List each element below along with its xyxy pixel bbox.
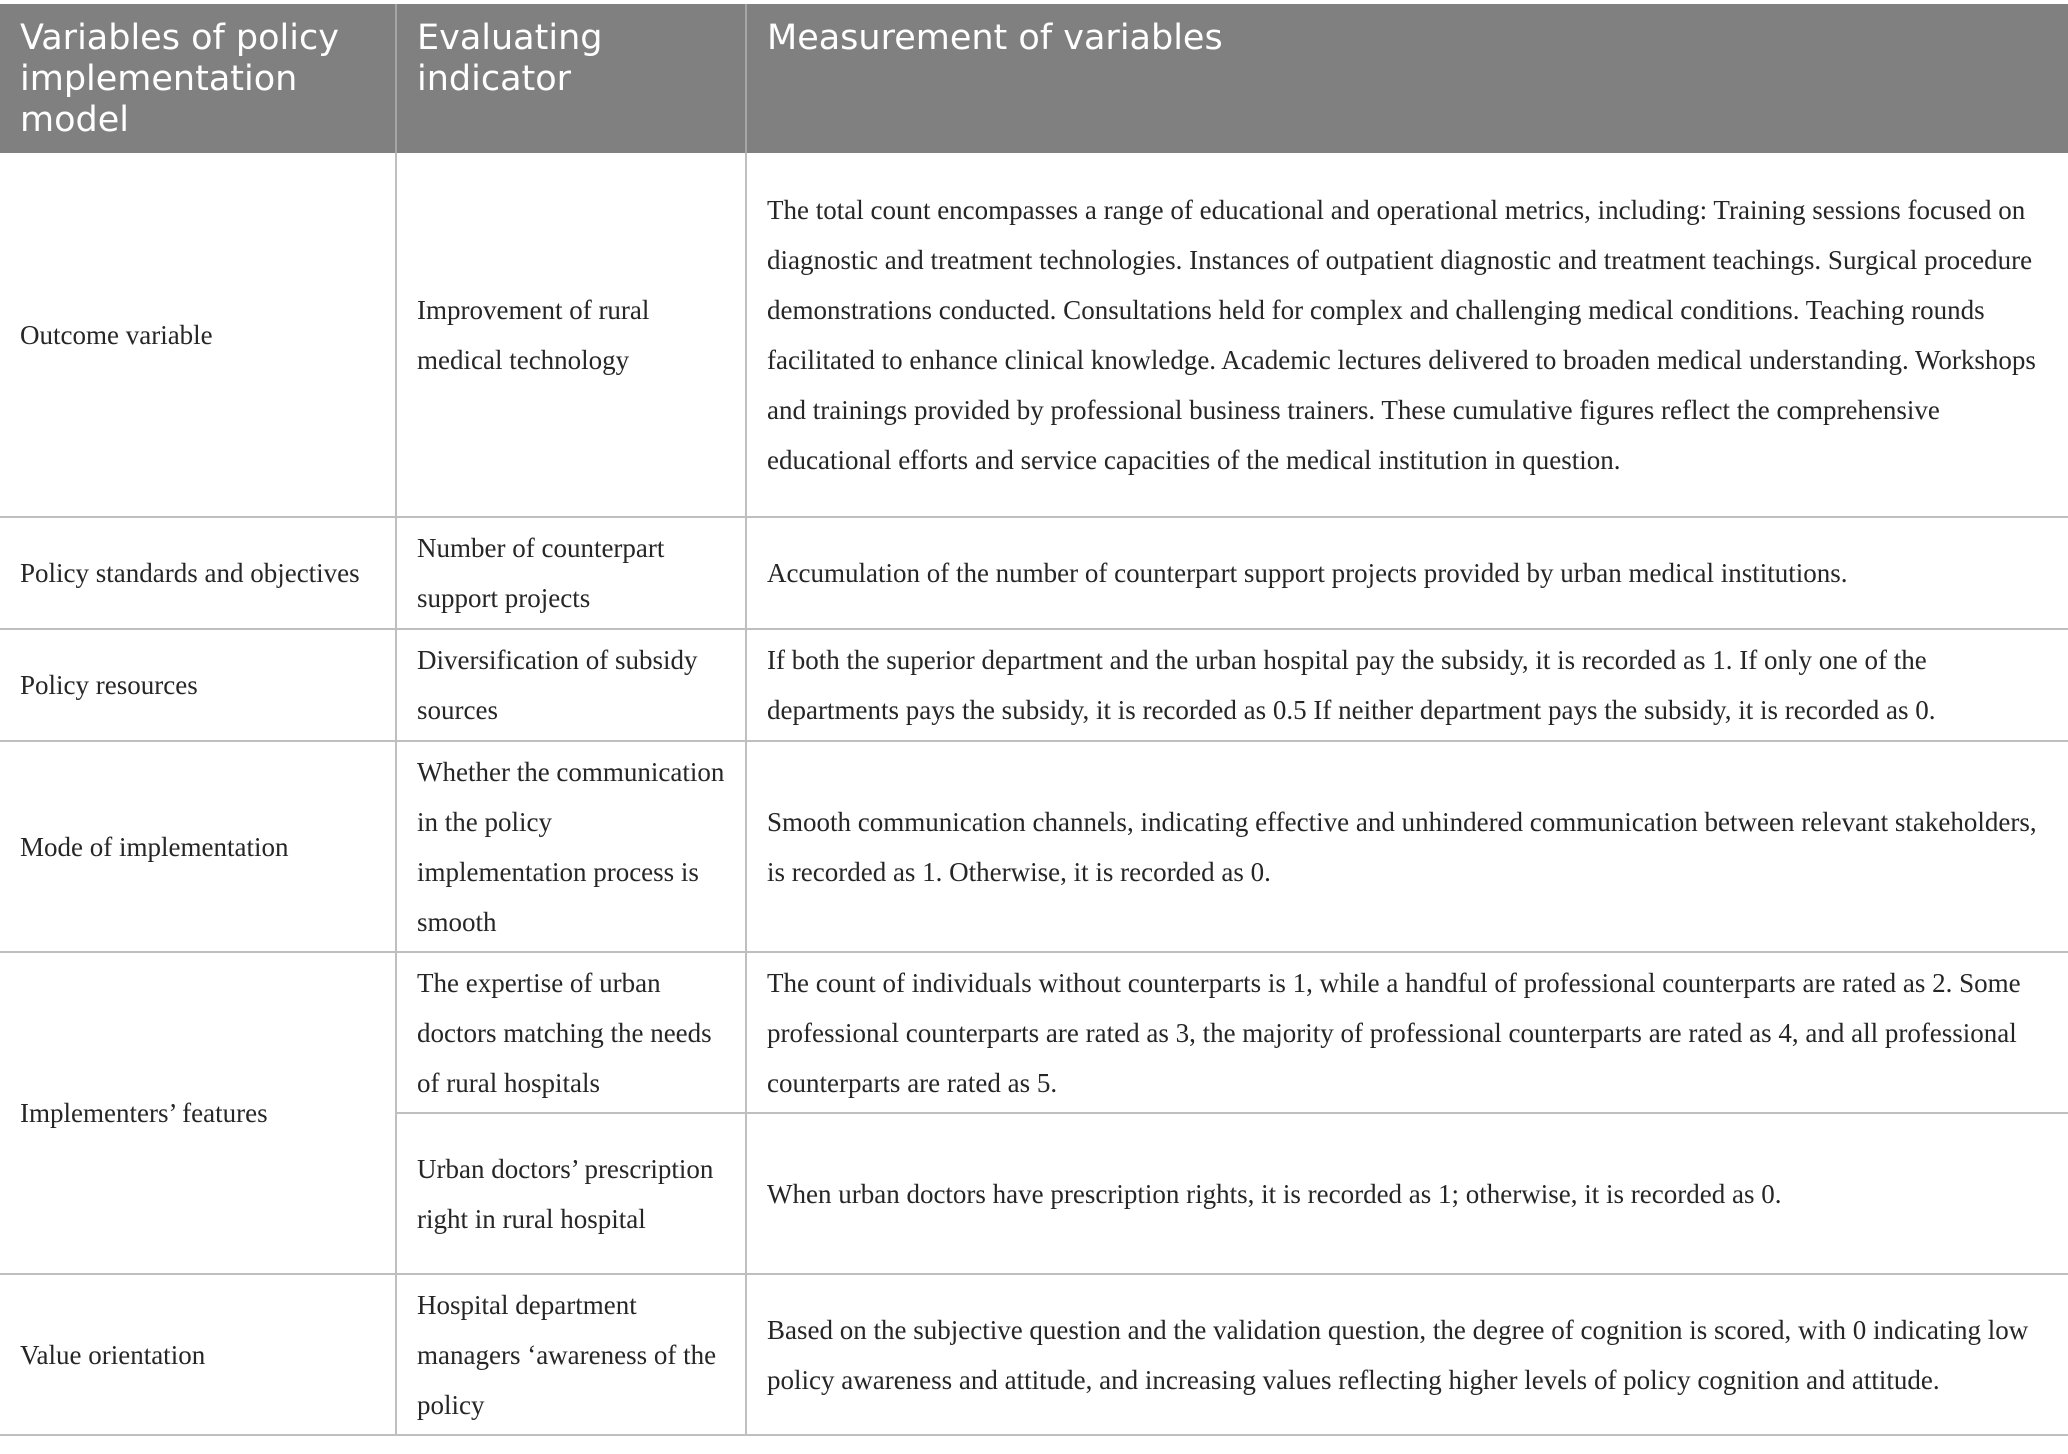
table-row xyxy=(0,952,2068,1113)
measurement-cell: The total count encompasses a range of educational and operational metrics, including: Training sessions focused on diagnostic and treatment technologies. Instances of outpatient diagnostic and treatment teachings. Surgical procedure demonstrations conducted. Consultations held for complex and challenging medical conditions. Teaching rounds facilitated to enhance clinical knowledge. Academic lectures delivered to broaden medical understanding. Workshops and trainings provided by professional business trainers. These cumulative figures reflect the comprehensive educational efforts and service capacities of the medical institution in question. xyxy=(746,153,2068,517)
indicator-cell: Urban doctors’ prescription right in rural hospital xyxy=(396,1113,746,1274)
header-indicator: Evaluating indicator xyxy=(396,4,746,153)
table-row xyxy=(0,741,2068,952)
variable-cell: Value orientation xyxy=(0,1274,396,1435)
variable-cell: Mode of implementation xyxy=(0,741,396,952)
indicator-cell: The expertise of urban doctors matching the needs of rural hospitals xyxy=(396,952,746,1113)
policy-variables-table xyxy=(0,4,2068,1436)
variable-cell: Policy resources xyxy=(0,629,396,741)
indicator-cell: Hospital department managers ‘awareness of the policy xyxy=(396,1274,746,1435)
indicator-cell: Whether the communication in the policy implementation process is smooth xyxy=(396,741,746,952)
table-row xyxy=(0,1274,2068,1435)
header-measurement: Measurement of variables xyxy=(746,4,2068,153)
measurement-cell: Accumulation of the number of counterpart support projects provided by urban medical institutions. xyxy=(746,517,2068,629)
table-header xyxy=(0,4,2068,153)
table-body xyxy=(0,153,2068,1435)
indicator-cell: Number of counterpart support projects xyxy=(396,517,746,629)
table-row xyxy=(0,517,2068,629)
indicator-cell: Diversification of subsidy sources xyxy=(396,629,746,741)
measurement-cell: If both the superior department and the urban hospital pay the subsidy, it is recorded as 1. If only one of the departments pays the subsidy, it is recorded as 0.5 If neither department pays the subsidy, it is recorded as 0. xyxy=(746,629,2068,741)
measurement-cell: When urban doctors have prescription rights, it is recorded as 1; otherwise, it is recorded as 0. xyxy=(746,1113,2068,1274)
table-row xyxy=(0,629,2068,741)
header-row xyxy=(0,4,2068,153)
table-row xyxy=(0,153,2068,517)
variable-cell: Policy standards and objectives xyxy=(0,517,396,629)
header-variables: Variables of policy implementation model xyxy=(0,4,396,153)
variable-cell: Outcome variable xyxy=(0,153,396,517)
variable-cell: Implementers’ features xyxy=(0,952,396,1274)
measurement-cell: The count of individuals without counterparts is 1, while a handful of professional counterparts are rated as 2. Some professional counterparts are rated as 3, the majority of professional counterparts are rated as 4, and all professional counterparts are rated as 5. xyxy=(746,952,2068,1113)
measurement-cell: Based on the subjective question and the validation question, the degree of cognition is scored, with 0 indicating low policy awareness and attitude, and increasing values reflecting higher levels of policy cognition and attitude. xyxy=(746,1274,2068,1435)
measurement-cell: Smooth communication channels, indicating effective and unhindered communication between relevant stakeholders, is recorded as 1. Otherwise, it is recorded as 0. xyxy=(746,741,2068,952)
indicator-cell: Improvement of rural medical technology xyxy=(396,153,746,517)
